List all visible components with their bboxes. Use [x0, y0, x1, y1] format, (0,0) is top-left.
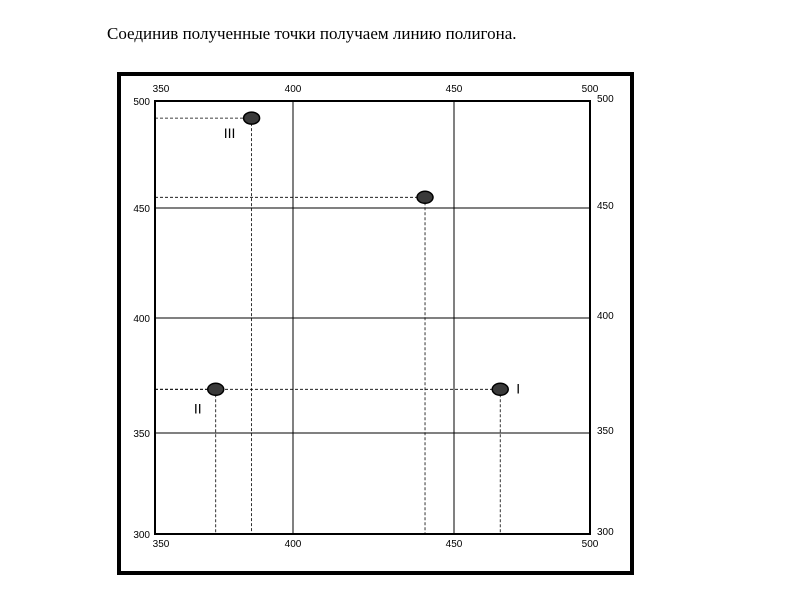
y-tick-label-left: 350 [133, 429, 150, 440]
y-tick-label-right: 400 [597, 311, 614, 322]
x-tick-label-top: 450 [445, 84, 463, 95]
y-tick-label-right: 500 [597, 94, 614, 105]
y-tick-label-left: 300 [133, 530, 150, 541]
data-point [417, 191, 433, 203]
x-tick-label-top: 500 [581, 84, 599, 95]
y-tick-label-left: 450 [133, 204, 150, 215]
point-label: II [193, 400, 202, 417]
x-tick-label-bottom: 450 [445, 539, 463, 550]
x-tick-label-bottom: 500 [581, 539, 599, 550]
y-tick-label-left: 400 [133, 314, 150, 325]
data-point [244, 112, 260, 124]
x-tick-label-top: 400 [284, 84, 302, 95]
x-tick-label-bottom: 350 [152, 539, 170, 550]
tick-labels-layer [133, 84, 614, 550]
data-point [208, 383, 224, 395]
point-label: III [223, 125, 236, 142]
grid-layer [155, 101, 590, 534]
x-tick-label-bottom: 400 [284, 539, 302, 550]
data-point [492, 383, 508, 395]
point-label: I [516, 380, 521, 397]
drop-lines-layer [155, 118, 500, 534]
y-tick-label-right: 450 [597, 201, 614, 212]
y-tick-label-right: 350 [597, 426, 614, 437]
x-tick-label-top: 350 [152, 84, 170, 95]
points-layer [194, 112, 520, 416]
y-tick-label-right: 300 [597, 527, 614, 538]
y-tick-label-left: 500 [133, 97, 150, 108]
page-heading: Соединив полученные точки получаем линию полигона. [107, 24, 517, 43]
